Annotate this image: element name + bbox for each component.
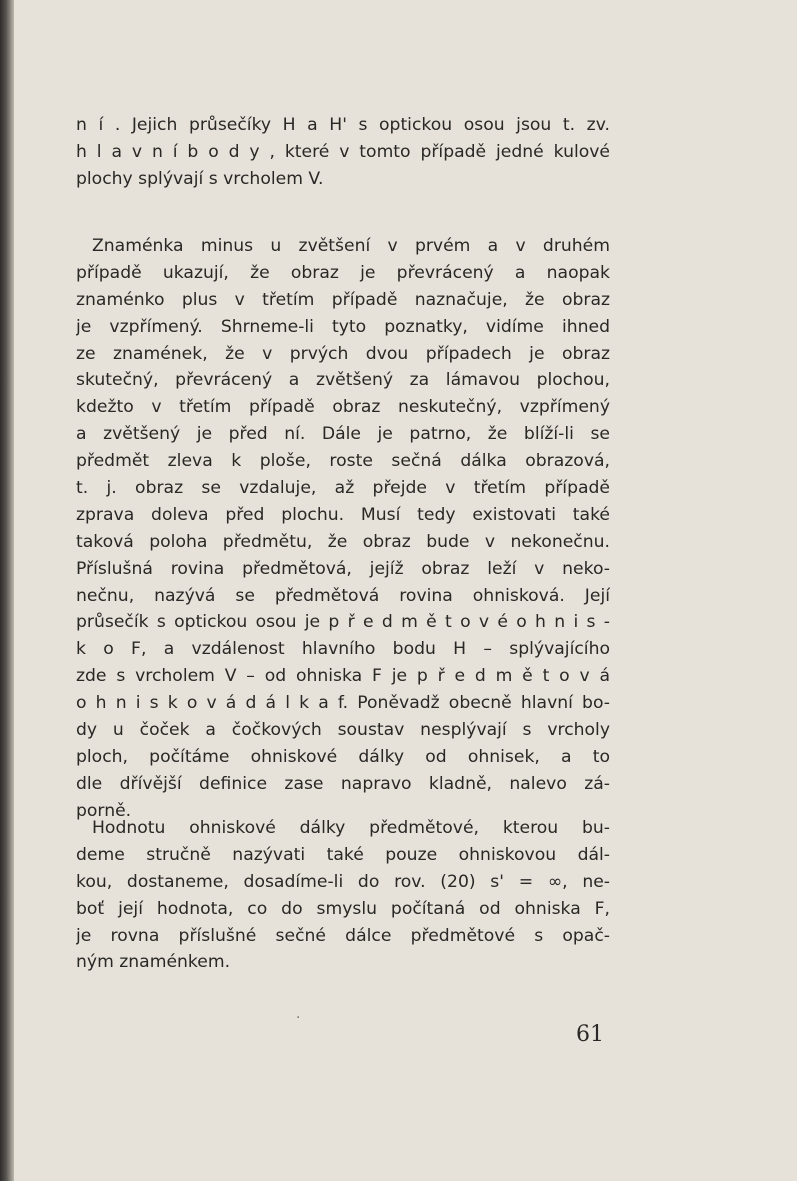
text-line: plochy splývají s vrcholem V. — [76, 168, 324, 189]
text-line: Příslušná rovina předmětová, jejíž obraz leží v neko- — [76, 558, 610, 579]
text-line: předmět zleva k ploše, roste sečná dálka obrazová, — [76, 451, 610, 472]
text-line: zprava doleva před plochu. Musí tedy existovati také — [76, 504, 610, 525]
text-line: průsečík s optickou osou je p ř e d m ě t o v é o h n i s - — [76, 612, 610, 633]
text-line: zde s vrcholem V – od ohniska F je p ř e d m ě t o v á — [76, 666, 610, 687]
text-line: ploch, počítáme ohniskové dálky od ohnisek, a to — [76, 746, 610, 767]
text-line: o h n i s k o v á d á l k a f. Poněvadž obecně hlavní bo- — [76, 693, 610, 714]
paragraph-3 — [76, 815, 610, 976]
text-line: kdežto v třetím případě obraz neskutečný, vzpřímený — [76, 397, 610, 418]
text-line: nečnu, nazývá se předmětová rovina ohnisková. Její — [76, 585, 610, 606]
text-line: deme stručně nazývati také pouze ohniskovou dál- — [76, 844, 610, 865]
text-line: taková poloha předmětu, že obraz bude v nekonečnu. — [76, 531, 610, 552]
paragraph-1 — [76, 112, 610, 193]
text-line: a zvětšený je před ní. Dále je patrno, že blíží-li se — [76, 424, 610, 445]
text-line: ze znamének, že v prvých dvou případech je obraz — [76, 343, 610, 364]
text-line: je rovna příslušné sečné dálce předmětové s opač- — [76, 925, 610, 946]
text-line: dy u čoček a čočkových soustav nesplývají s vrcholy — [76, 720, 610, 741]
paragraph-2 — [76, 233, 610, 825]
text-line: n í . Jejich průsečíky H a H' s optickou osou jsou t. zv. — [76, 115, 610, 135]
text-line: Hodnotu ohniskové dálky předmětové, kterou bu- — [92, 818, 610, 838]
stray-mark: . — [296, 1006, 301, 1022]
text-line: skutečný, převrácený a zvětšený za lámavou plochou, — [76, 370, 610, 391]
text-line: kou, dostaneme, dosadíme-li do rov. (20) s' = ∞, ne- — [76, 871, 610, 892]
text-line: k o F, a vzdálenost hlavního bodu H – splývajícího — [76, 639, 610, 660]
text-line: znaménko plus v třetím případě naznačuje, že obraz — [76, 289, 610, 310]
text-line: dle dřívější definice zase napravo kladně, nalevo zá- — [76, 773, 610, 794]
text-line: t. j. obraz se vzdaluje, až přejde v třetím případě — [76, 478, 610, 499]
page-number: 61 — [576, 1022, 604, 1047]
text-line: je vzpřímený. Shrneme-li tyto poznatky, vidíme ihned — [76, 316, 610, 337]
text-line: boť její hodnota, co do smyslu počítaná od ohniska F, — [76, 898, 610, 919]
text-line: Znaménka minus u zvětšení v prvém a v druhém — [92, 236, 610, 256]
text-line: porně. — [76, 800, 132, 821]
text-line: ným znaménkem. — [76, 952, 231, 973]
text-line: případě ukazují, že obraz je převrácený a naopak — [76, 262, 610, 283]
text-line: h l a v n í b o d y , které v tomto případě jedné kulové — [76, 141, 610, 162]
